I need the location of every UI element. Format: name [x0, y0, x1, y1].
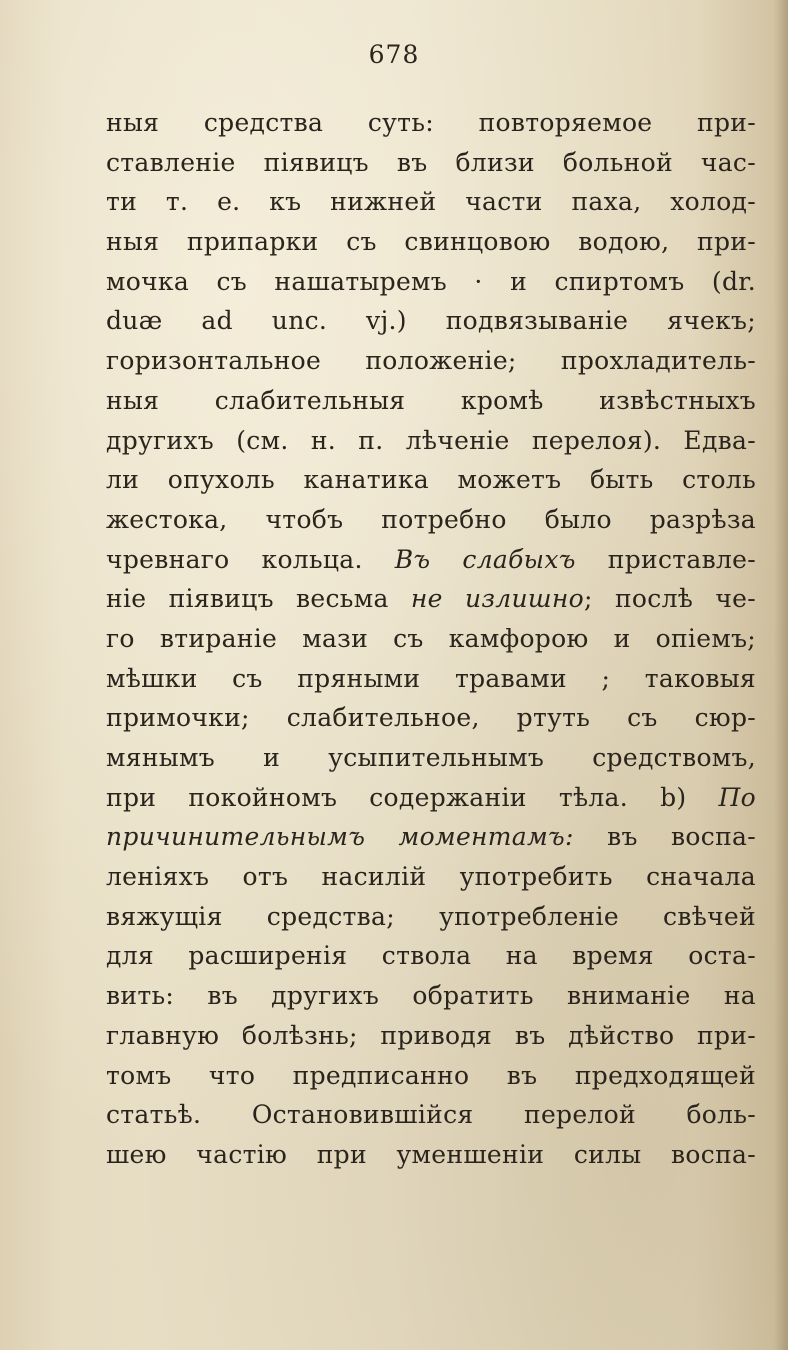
text-line: ли опухоль канатика можетъ быть столь: [106, 465, 756, 495]
text-line: вить: въ другихъ обратить вниманіе на: [106, 981, 756, 1011]
text-line: вяжущія средства; употребленіе свѣчей: [106, 901, 756, 931]
text-line: ставленіе піявицъ въ близи больной час-: [106, 147, 756, 177]
text-line: горизонтальное положеніе; прохладитель-: [106, 346, 756, 376]
text-line: примочки; слабительное, ртуть съ сюр-: [106, 703, 756, 733]
italic-phrase: По: [718, 782, 756, 812]
text-line: ныя слабительныя кромѣ извѣстныхъ: [106, 385, 756, 415]
italic-phrase: Въ слабыхъ: [394, 544, 576, 574]
text-line: причинительнымъ моментамъ: въ воспа-: [106, 822, 756, 852]
text-line: леніяхъ отъ насилій употребить сначала: [106, 862, 756, 892]
text-line: другихъ (см. н. п. лѣченіе перелоя). Едва-: [106, 425, 756, 455]
text-line: го втираніе мази съ камфорою и опіемъ;: [106, 623, 756, 653]
text-line: жестока, чтобъ потребно было разрѣза: [106, 504, 756, 534]
text-line: главную болѣзнь; приводя въ дѣйство при-: [106, 1020, 756, 1050]
text-line: томъ что предписанно въ предходящей: [106, 1060, 756, 1090]
text-line: ныя средства суть: повторяемое при-: [106, 108, 756, 137]
text-line: чревнаго кольца. Въ слабыхъ приставле-: [106, 544, 756, 574]
italic-phrase: не излишно: [410, 584, 585, 614]
body-text: [106, 103, 756, 1175]
page-number: 678: [368, 40, 420, 69]
text-line: ніе піявицъ весьма не излишно; послѣ че-: [106, 584, 757, 614]
text-line: мѣшки съ пряными травами ; таковыя: [106, 663, 756, 693]
text-line: duæ ad unc. vj.) подвязываніе ячекъ;: [106, 306, 756, 336]
text-line: статьѣ. Остановившійся перелой боль-: [106, 1100, 756, 1130]
text-line: при покойномъ содержаніи тѣла. b) По: [106, 782, 756, 812]
text-line: мочка съ нашатыремъ · и спиртомъ (dr.: [106, 266, 756, 296]
text-line: шею частію при уменшеніи силы воспа-: [106, 1139, 756, 1169]
italic-phrase: причинительнымъ моментамъ:: [106, 822, 574, 852]
text-line: мянымъ и усыпительнымъ средствомъ,: [106, 743, 756, 772]
text-line: для расширенія ствола на время оста-: [106, 941, 756, 971]
text-line: ныя припарки съ свинцовою водою, при-: [106, 227, 756, 257]
text-line: ти т. е. къ нижней части паха, холод-: [106, 187, 756, 217]
